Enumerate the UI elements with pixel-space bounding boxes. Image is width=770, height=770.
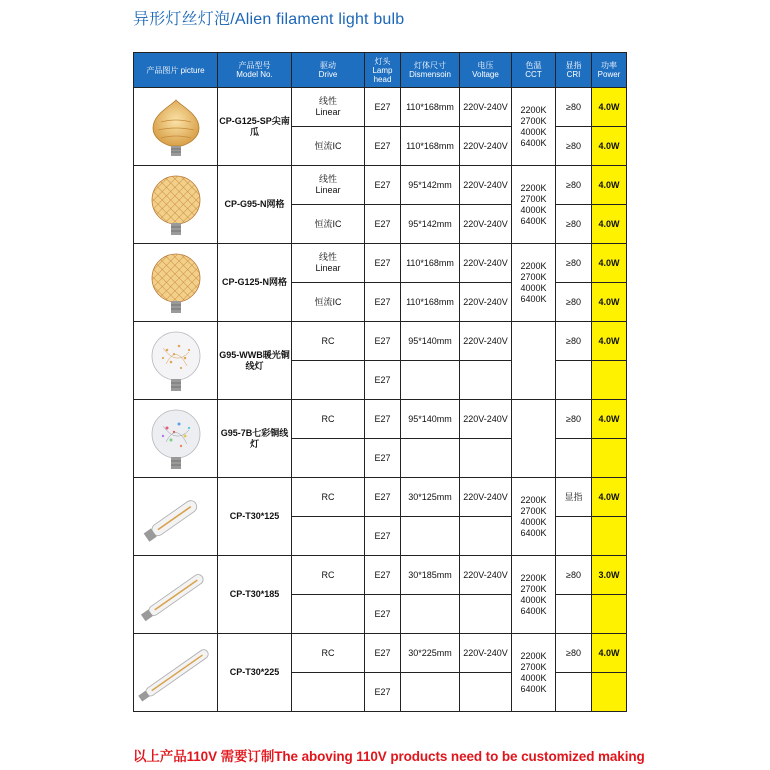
drive-cell: 线性 Linear [292,166,365,205]
size-cell [401,595,460,634]
cri-cell: ≥80 [556,205,592,244]
header-lamp: 灯头 Lamp head [365,53,401,88]
cri-cell: ≥80 [556,556,592,595]
voltage-cell [460,439,512,478]
size-cell: 95*140mm [401,400,460,439]
table-row [134,556,627,595]
size-cell: 95*140mm [401,322,460,361]
product-picture [134,478,218,556]
power-cell: 4.0W [592,166,627,205]
voltage-cell [460,517,512,556]
drive-cell [292,595,365,634]
drive-cell [292,673,365,712]
colorful-wire-globe-icon [134,404,217,474]
size-cell: 30*125mm [401,478,460,517]
voltage-cell: 220V-240V [460,166,512,205]
footer-note: 以上产品110V 需要订制The aboving 110V products need to be customized making [133,749,645,764]
drive-cell: 恒流IC [292,283,365,322]
cct-cell: 2200K 2700K 4000K 6400K [512,166,556,244]
lamp-cell: E27 [365,283,401,322]
drive-cell: RC [292,556,365,595]
lamp-cell: E27 [365,361,401,400]
power-cell: 4.0W [592,283,627,322]
product-model: CP-G125-N网格 [218,244,292,322]
spec-table [133,52,627,712]
cri-cell: ≥80 [556,634,592,673]
drive-cell: 恒流IC [292,127,365,166]
voltage-cell [460,673,512,712]
lamp-cell: E27 [365,244,401,283]
product-model: CP-G125-SP尖南瓜 [218,88,292,166]
power-cell [592,517,627,556]
product-picture [134,634,218,712]
cri-cell [556,361,592,400]
product-picture [134,244,218,322]
header-model: 产品型号 Model No. [218,53,292,88]
product-picture [134,322,218,400]
table-row [134,244,627,283]
cri-cell [556,517,592,556]
lamp-cell: E27 [365,400,401,439]
cri-cell: 显指 [556,478,592,517]
voltage-cell: 220V-240V [460,322,512,361]
voltage-cell: 220V-240V [460,88,512,127]
product-picture [134,88,218,166]
drive-cell: RC [292,400,365,439]
product-model: CP-G95-N网格 [218,166,292,244]
product-model: G95-7B七彩铜线灯 [218,400,292,478]
header-size: 灯体尺寸 Dismensoin [401,53,460,88]
product-model: G95-WWB暖光铜线灯 [218,322,292,400]
drive-cell: 线性 Linear [292,88,365,127]
power-cell: 3.0W [592,556,627,595]
cri-cell: ≥80 [556,244,592,283]
voltage-cell: 220V-240V [460,283,512,322]
size-cell: 30*225mm [401,634,460,673]
cct-cell: 2200K 2700K 4000K 6400K [512,478,556,556]
power-cell: 4.0W [592,88,627,127]
product-model: CP-T30*225 [218,634,292,712]
tube-bulb-medium-icon [134,560,217,630]
power-cell [592,595,627,634]
product-picture [134,166,218,244]
power-cell [592,361,627,400]
power-cell [592,673,627,712]
lamp-cell: E27 [365,517,401,556]
size-cell: 110*168mm [401,127,460,166]
lamp-cell: E27 [365,439,401,478]
size-cell: 110*168mm [401,88,460,127]
voltage-cell: 220V-240V [460,634,512,673]
cri-cell: ≥80 [556,283,592,322]
size-cell: 30*185mm [401,556,460,595]
header-voltage: 电压 Voltage [460,53,512,88]
cri-cell: ≥80 [556,322,592,361]
cct-cell: 2200K 2700K 4000K 6400K [512,88,556,166]
voltage-cell: 220V-240V [460,127,512,166]
lamp-cell: E27 [365,127,401,166]
size-cell: 110*168mm [401,244,460,283]
product-model: CP-T30*125 [218,478,292,556]
size-cell [401,439,460,478]
power-cell: 4.0W [592,634,627,673]
power-cell: 4.0W [592,244,627,283]
product-model: CP-T30*185 [218,556,292,634]
cri-cell: ≥80 [556,88,592,127]
power-cell: 4.0W [592,205,627,244]
voltage-cell: 220V-240V [460,205,512,244]
grid-globe-bulb-icon [134,248,217,318]
table-row [134,166,627,205]
header-picture: 产品图片 picture [134,53,218,88]
table-row [134,400,627,439]
lamp-cell: E27 [365,634,401,673]
lamp-cell: E27 [365,88,401,127]
voltage-cell: 220V-240V [460,400,512,439]
header-cct: 色温 CCT [512,53,556,88]
cri-cell [556,595,592,634]
table-row [134,634,627,673]
table-row [134,478,627,517]
size-cell: 95*142mm [401,205,460,244]
size-cell: 110*168mm [401,283,460,322]
cri-cell: ≥80 [556,166,592,205]
header-cri: 显指 CRI [556,53,592,88]
power-cell [592,439,627,478]
voltage-cell: 220V-240V [460,244,512,283]
cct-cell: 2200K 2700K 4000K 6400K [512,556,556,634]
lamp-cell: E27 [365,166,401,205]
table-row [134,322,627,361]
header-power: 功率 Power [592,53,627,88]
drive-cell [292,439,365,478]
size-cell [401,517,460,556]
pumpkin-bulb-icon [134,92,217,162]
lamp-cell: E27 [365,205,401,244]
tube-bulb-long-icon [134,638,217,708]
lamp-cell: E27 [365,556,401,595]
voltage-cell: 220V-240V [460,478,512,517]
tube-bulb-short-icon [134,482,217,552]
product-picture [134,556,218,634]
voltage-cell [460,361,512,400]
drive-cell: RC [292,478,365,517]
cri-cell: ≥80 [556,127,592,166]
drive-cell: 线性 Linear [292,244,365,283]
table-row [134,88,627,127]
cct-cell: 2200K 2700K 4000K 6400K [512,244,556,322]
power-cell: 4.0W [592,400,627,439]
lamp-cell: E27 [365,673,401,712]
size-cell [401,361,460,400]
power-cell: 4.0W [592,127,627,166]
cct-cell: 2200K 2700K 4000K 6400K [512,634,556,712]
voltage-cell: 220V-240V [460,556,512,595]
cct-cell [512,400,556,478]
header-row [134,53,627,88]
lamp-cell: E27 [365,478,401,517]
lamp-cell: E27 [365,322,401,361]
drive-cell [292,517,365,556]
cri-cell [556,439,592,478]
drive-cell: RC [292,634,365,673]
drive-cell [292,361,365,400]
power-cell: 4.0W [592,478,627,517]
size-cell [401,673,460,712]
copper-wire-globe-icon [134,326,217,396]
power-cell: 4.0W [592,322,627,361]
drive-cell: RC [292,322,365,361]
voltage-cell [460,595,512,634]
header-drive: 驱动 Drive [292,53,365,88]
grid-globe-bulb-icon [134,170,217,240]
cri-cell [556,673,592,712]
cri-cell: ≥80 [556,400,592,439]
size-cell: 95*142mm [401,166,460,205]
page-title: 异形灯丝灯泡/Alien filament light bulb [133,11,405,28]
cct-cell [512,322,556,400]
drive-cell: 恒流IC [292,205,365,244]
lamp-cell: E27 [365,595,401,634]
product-picture [134,400,218,478]
